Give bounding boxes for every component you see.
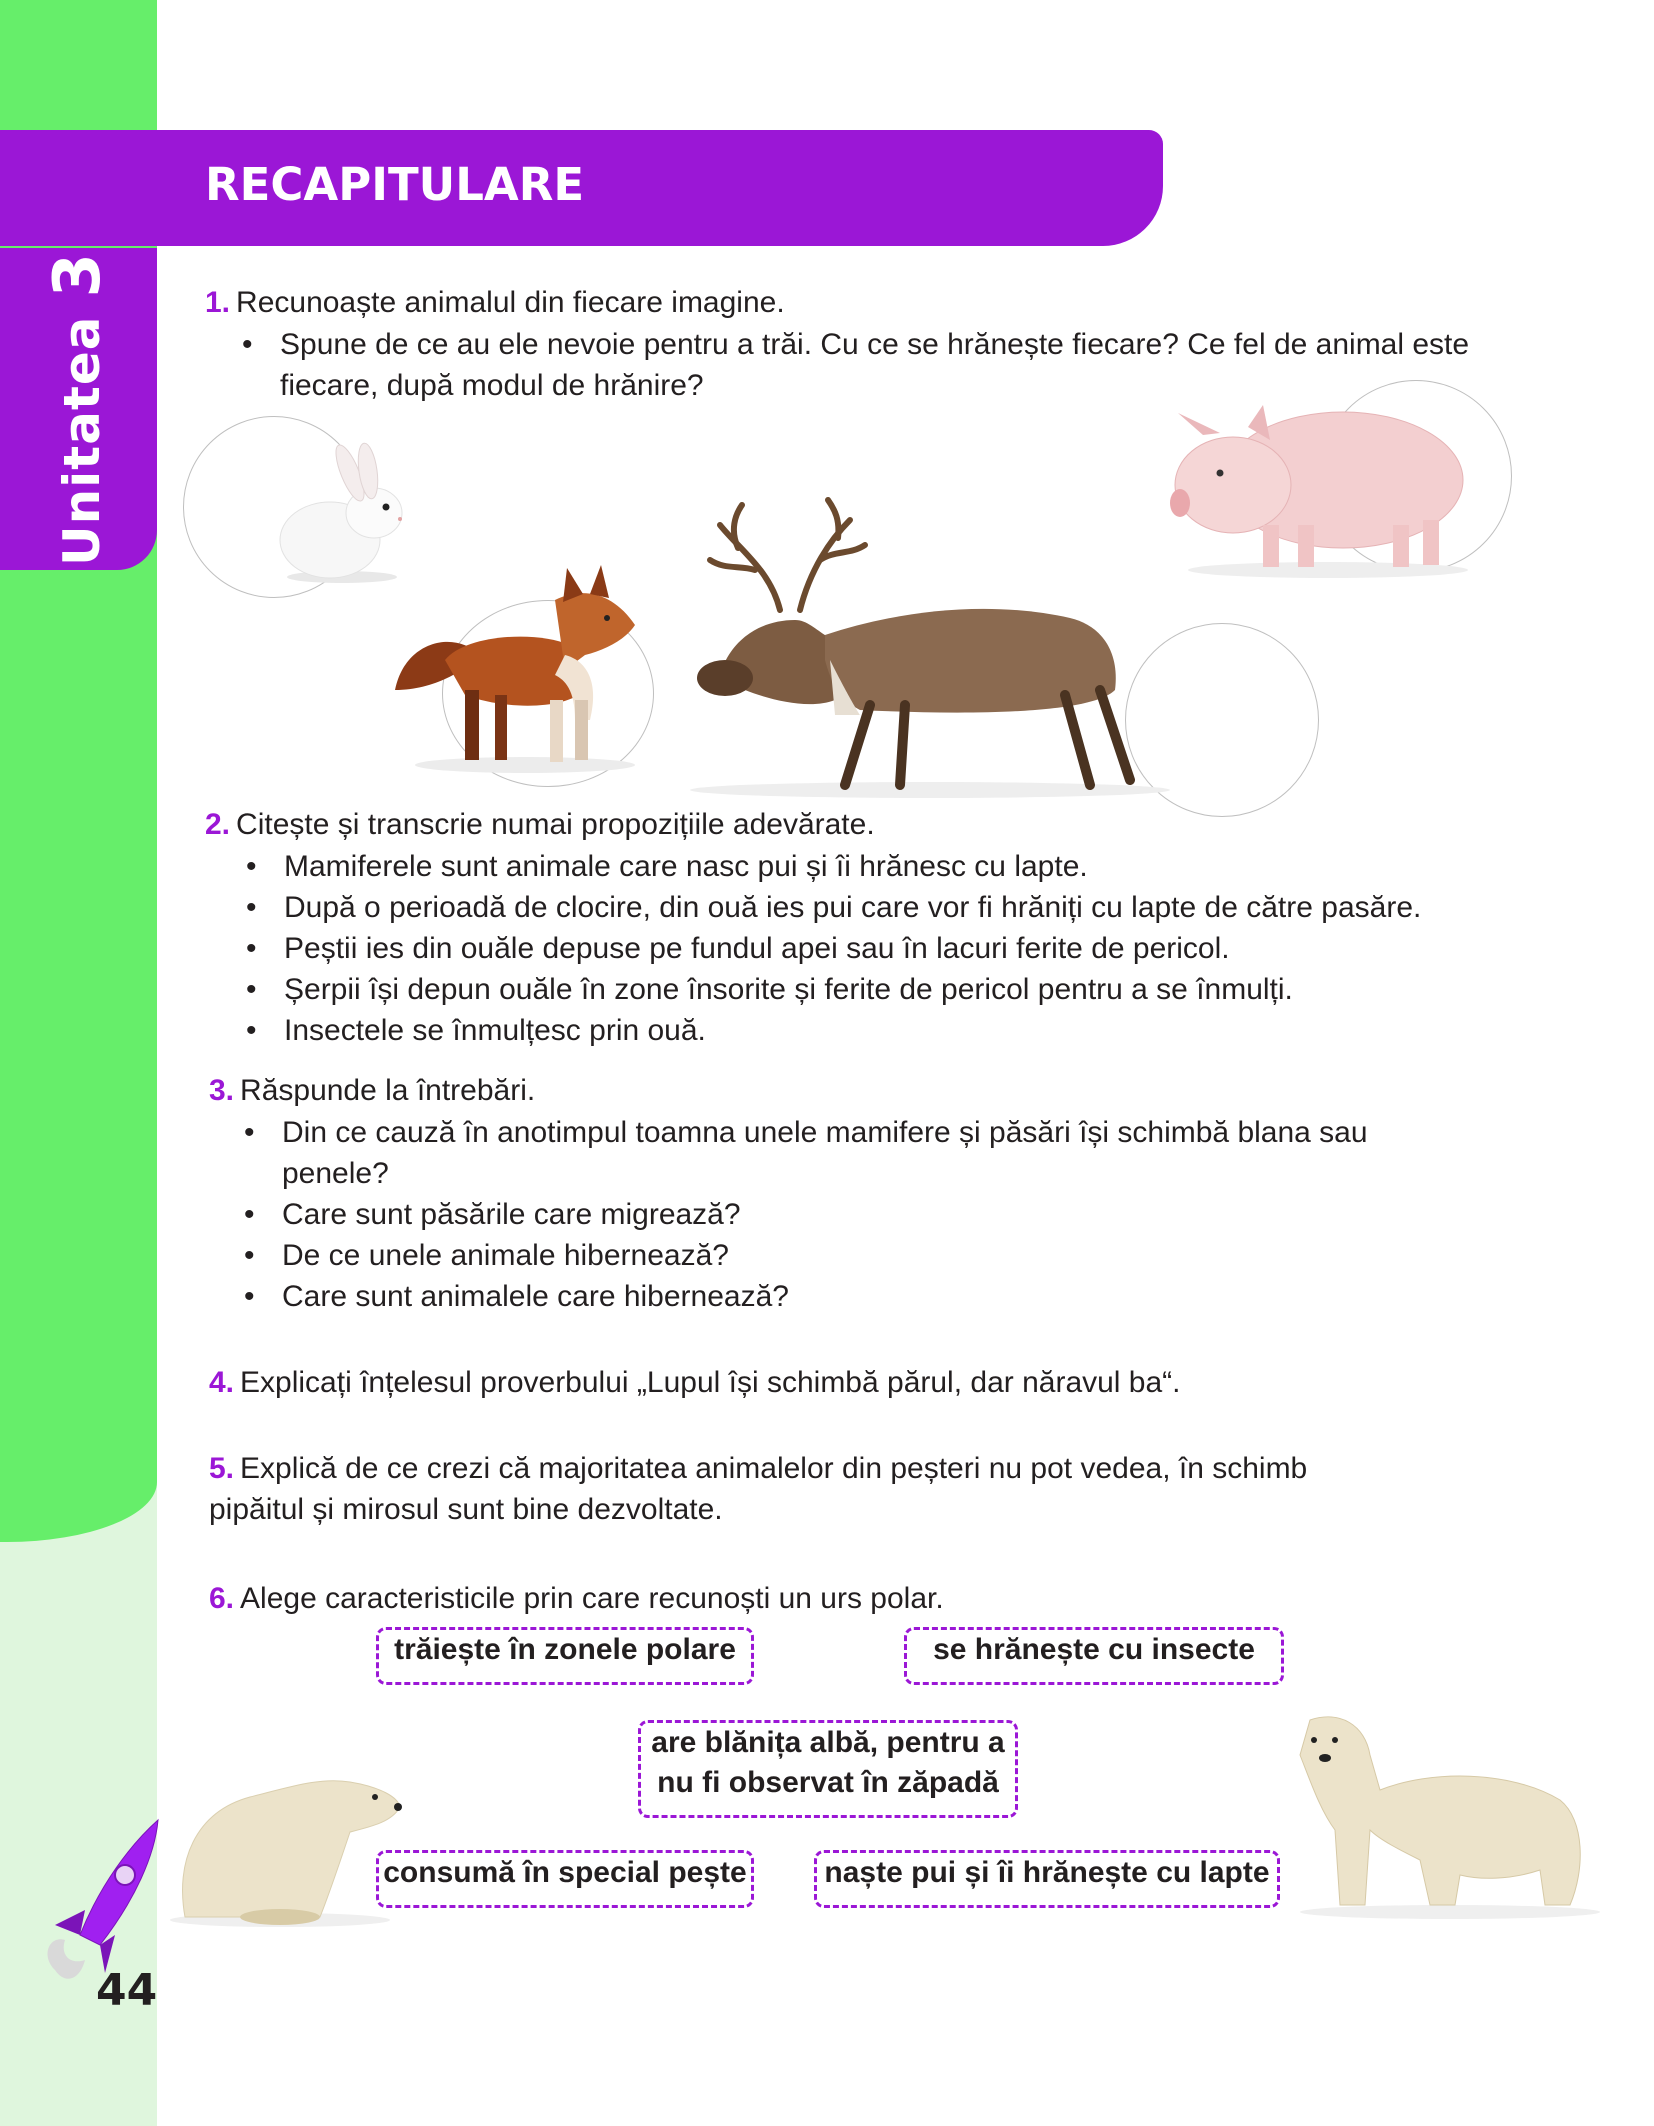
question-text: Explicați înțelesul proverbului „Lupul își schimbă părul, dar năravul ba“. [240,1366,1181,1399]
fox-image [385,560,645,775]
question-text: Alege caracteristicile prin care recunoști un urs polar. [240,1582,944,1615]
reindeer-image [660,500,1190,800]
question-4 [209,1362,1589,1403]
question-text: Citește și transcrie numai propozițiile adevărate. [236,808,875,841]
option-box[interactable]: se hrănește cu insecte [904,1627,1284,1685]
question-text: Răspunde la întrebări. [240,1074,536,1107]
list-item: • După o perioadă de clocire, din ouă ies pui care vor fi hrăniți cu lapte de către pasăre. [240,887,1600,928]
question-number: 1. [205,286,231,319]
list-item: • Insectele se înmulțesc prin ouă. [240,1010,1600,1051]
question-number: 4. [209,1366,235,1399]
question-number: 3. [209,1074,235,1107]
question-number: 6. [209,1582,235,1615]
question-number: 2. [205,808,231,841]
question-text: Explică de ce crezi că majoritatea animalelor din peșteri nu pot vedea, în schimb pipăitul și mirosul sunt bine dezvoltate. [209,1452,1308,1526]
page-title: RECAPITULARE [205,158,585,211]
option-box[interactable]: trăiește în zonele polare [376,1627,754,1685]
list-item: • Mamiferele sunt animale care nasc pui și îi hrănesc cu lapte. [240,846,1600,887]
list-item: • Care sunt păsările care migrează? [238,1194,1438,1235]
side-strip-pale [0,1480,157,2126]
question-3-bullets [238,1112,1438,1317]
question-6 [209,1578,1509,1619]
unit-number: 3 [41,251,115,298]
list-item: • De ce unele animale hibernează? [238,1235,1438,1276]
page-number: 44 [96,1965,158,2016]
question-2 [205,804,875,845]
question-text: Recunoaște animalul din fiecare imagine. [236,286,785,319]
pig-image [1168,385,1478,580]
option-box[interactable]: consumă în special pește [376,1850,754,1908]
unit-label-text: Unitatea [53,315,111,567]
question-1 [205,282,785,323]
polar-bear-sitting-image [170,1752,405,1927]
list-item: • Care sunt animalele care hibernează? [238,1276,1438,1317]
option-box[interactable]: naște pui și îi hrănește cu lapte [814,1850,1280,1908]
list-item: • Peștii ies din ouăle depuse pe fundul apei sau în lacuri ferite de pericol. [240,928,1600,969]
question-3 [209,1070,535,1111]
list-item: • Șerpii își depun ouăle în zone însorite și ferite de pericol pentru a se înmulți. [240,969,1600,1010]
question-2-bullets [240,846,1600,1051]
unit-label [41,252,115,566]
option-box[interactable]: are blănița albă, pentru a nu fi observat în zăpadă [638,1720,1018,1818]
list-item: • Din ce cauză în anotimpul toamna unele mamifere și păsări își schimbă blana sau penele? [238,1112,1438,1194]
polar-bear-walking-image [1280,1700,1600,1920]
list-item: • Spune de ce au ele nevoie pentru a trăi. Cu ce se hrănește fiecare? Ce fel de animal este fiecare, după modul de hrănire? [236,324,1536,406]
question-5 [209,1448,1389,1530]
rocket-image [40,1815,165,1990]
question-number: 5. [209,1452,235,1485]
